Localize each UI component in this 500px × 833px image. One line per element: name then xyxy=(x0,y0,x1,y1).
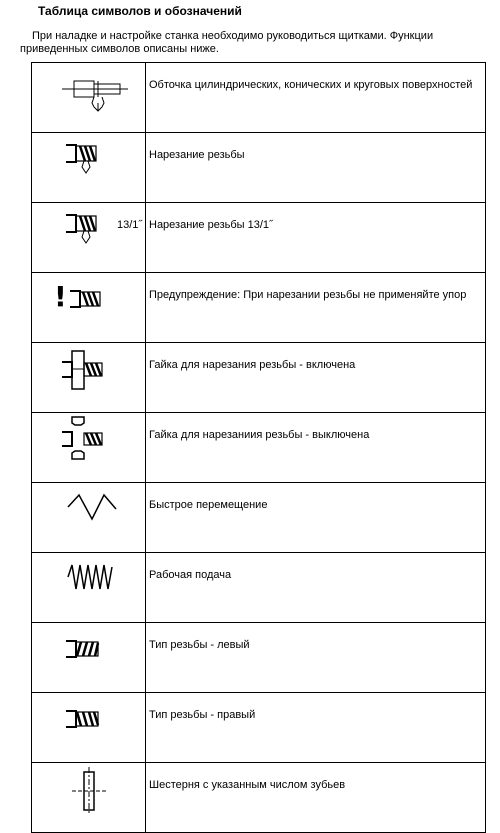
turning-symbol-icon xyxy=(32,63,145,118)
table-row xyxy=(32,553,486,623)
page-title: Таблица символов и обозначений xyxy=(38,4,242,18)
icon-cell xyxy=(32,343,146,413)
icon-cell xyxy=(32,133,146,203)
row-description: Шестерня с указанным числом зубьев xyxy=(146,763,486,833)
warning-thread-icon xyxy=(32,273,145,328)
row-description: Нарезание резьбы xyxy=(146,133,486,203)
thread-cutting-icon xyxy=(32,133,145,188)
table-row xyxy=(32,483,486,553)
left-thread-icon xyxy=(32,623,145,678)
row-description: Тип резьбы - правый xyxy=(146,693,486,763)
thread-pitch-label: 13/1˝ xyxy=(117,219,143,231)
icon-cell xyxy=(32,63,146,133)
table-row xyxy=(32,623,486,693)
icon-cell xyxy=(32,413,146,483)
row-description: Предупреждение: При нарезании резьбы не применяйте упор xyxy=(146,273,486,343)
table-row xyxy=(32,203,486,273)
gear-teeth-icon xyxy=(32,763,145,818)
icon-cell xyxy=(32,693,146,763)
half-nut-engaged-icon xyxy=(32,343,145,398)
rapid-traverse-icon xyxy=(32,483,145,538)
icon-cell xyxy=(32,483,146,553)
table-row xyxy=(32,133,486,203)
icon-cell xyxy=(32,553,146,623)
row-description: Гайка для нарезания резьбы - включена xyxy=(146,343,486,413)
working-feed-icon xyxy=(32,553,145,608)
right-thread-icon xyxy=(32,693,145,748)
table-row xyxy=(32,343,486,413)
intro-paragraph: При наладке и настройке станка необходимо руководиться щитками. Функции приведенных символов описаны ниже. xyxy=(20,30,434,55)
row-description: Обточка цилиндрических, конических и круговых поверхностей xyxy=(146,63,486,133)
icon-cell xyxy=(32,203,146,273)
table-row xyxy=(32,413,486,483)
row-description: Нарезание резьбы 13/1˝ xyxy=(146,203,486,273)
half-nut-disengaged-icon xyxy=(32,413,145,468)
row-description: Рабочая подача xyxy=(146,553,486,623)
table-row xyxy=(32,63,486,133)
row-description: Тип резьбы - левый xyxy=(146,623,486,693)
icon-cell xyxy=(32,763,146,833)
symbols-table xyxy=(31,62,486,833)
warning-icon: ! xyxy=(54,280,67,313)
row-description: Гайка для нарезаниия резьбы - выключена xyxy=(146,413,486,483)
table-row xyxy=(32,693,486,763)
icon-cell xyxy=(32,623,146,693)
icon-cell xyxy=(32,273,146,343)
table-row xyxy=(32,273,486,343)
table-row xyxy=(32,763,486,833)
row-description: Быстрое перемещение xyxy=(146,483,486,553)
